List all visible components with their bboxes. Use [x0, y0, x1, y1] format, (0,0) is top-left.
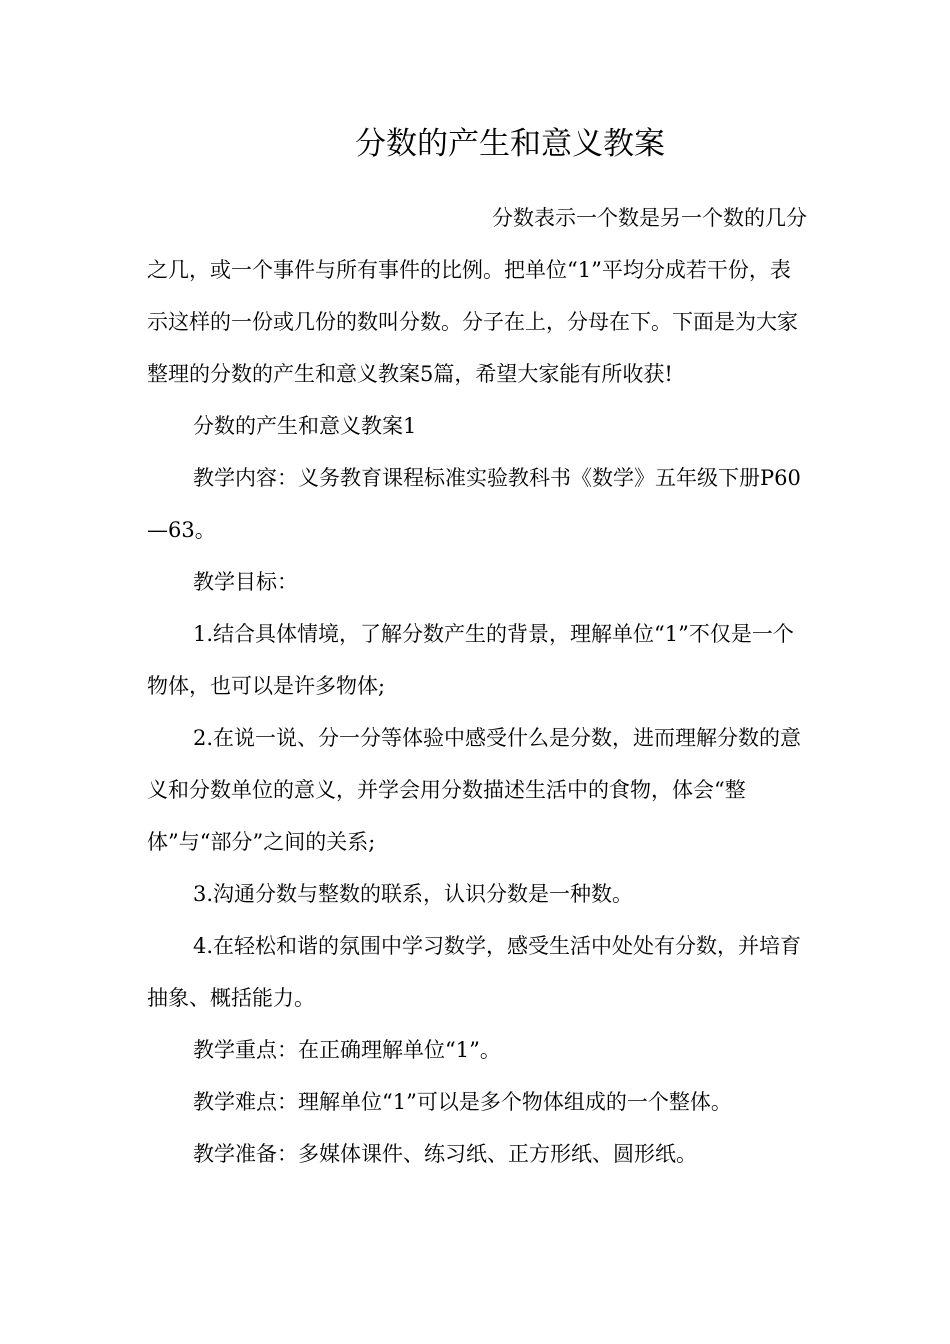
intro-paragraph: 分数表示一个数是另一个数的几分之几，或一个事件与所有事件的比例。把单位“1”平均分成若干份，表示这样的一份或几份的数叫分数。分子在上，分母在下。下面是为大家整理的分数的产生和意义教案5篇，希望大家能有所收获! [147, 206, 807, 386]
goal-item-1: 1.结合具体情境，了解分数产生的背景，理解单位“1”不仅是一个物体，也可以是许多物体; [147, 622, 794, 698]
preparation-paragraph: 教学准备：多媒体课件、练习纸、正方形纸、圆形纸。 [193, 1142, 697, 1166]
document-title: 分数的产生和意义教案 [355, 126, 665, 162]
teaching-content-paragraph: 教学内容：义务教育课程标准实验教科书《数学》五年级下册P60—63。 [147, 466, 801, 542]
goal-item-3: 3.沟通分数与整数的联系，认识分数是一种数。 [193, 882, 634, 906]
document-body [147, 192, 807, 1180]
difficulty-paragraph: 教学难点：理解单位“1”可以是多个物体组成的一个整体。 [193, 1090, 732, 1114]
key-point-paragraph: 教学重点：在正确理解单位“1”。 [193, 1038, 501, 1062]
teaching-goals-heading: 教学目标： [193, 570, 298, 594]
goal-item-4: 4.在轻松和谐的氛围中学习数学，感受生活中处处有分数，并培育抽象、概括能力。 [147, 934, 802, 1010]
section-heading: 分数的产生和意义教案1 [193, 414, 417, 438]
goal-item-2: 2.在说一说、分一分等体验中感受什么是分数，进而理解分数的意义和分数单位的意义，并学会用分数描述生活中的食物，体会“整体”与“部分”之间的关系; [147, 726, 802, 854]
